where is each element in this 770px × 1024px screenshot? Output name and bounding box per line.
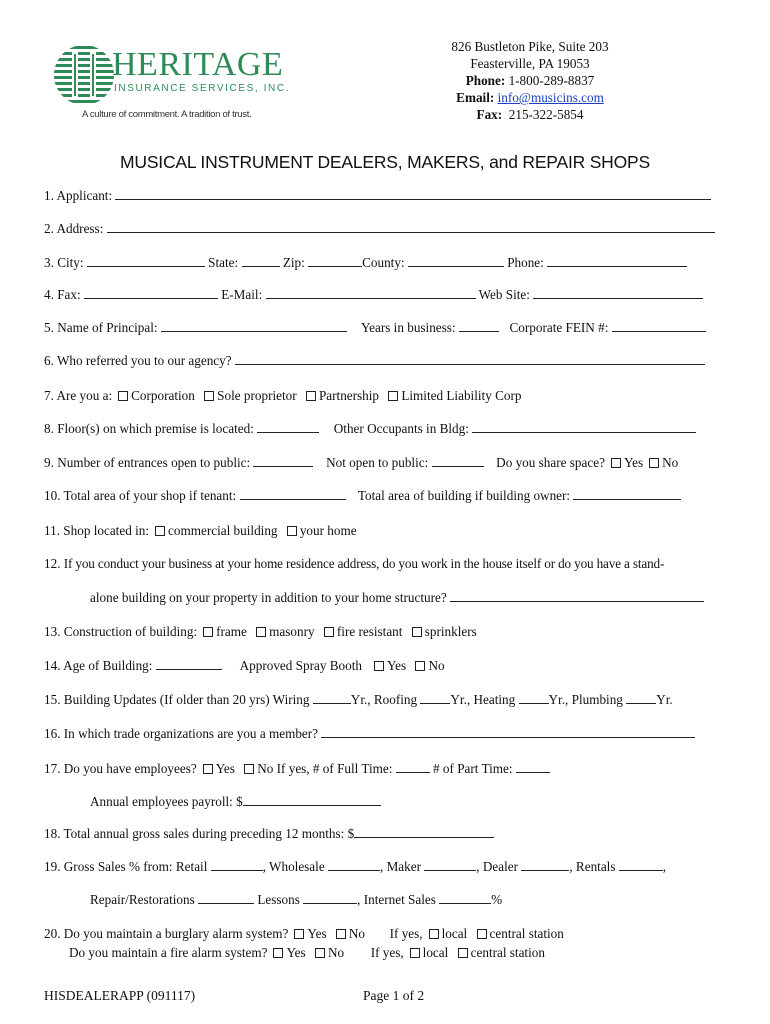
question-9 — [44, 455, 678, 471]
if-yes-label: If yes, — [389, 926, 423, 941]
address-field[interactable] — [107, 221, 715, 233]
question-14 — [44, 658, 445, 674]
dealer-label: , Dealer — [476, 859, 519, 874]
fax-label: Fax: — [476, 107, 503, 122]
checkbox-sprinklers[interactable] — [412, 627, 422, 637]
years-label: Years in business: — [360, 320, 456, 335]
fire-alarm-label: Do you maintain a fire alarm system? — [69, 945, 268, 960]
tenant-area-label: Total area of your shop if tenant: — [63, 488, 237, 503]
checkbox-spray-yes[interactable] — [374, 661, 384, 671]
state-field[interactable] — [242, 255, 280, 267]
question-12-cont — [90, 590, 704, 606]
no-label: No — [327, 945, 345, 960]
q-num: 4. — [44, 287, 54, 302]
home-business-question-cont: alone building on your property in addition to your home structure? — [90, 590, 447, 605]
question-11 — [44, 523, 357, 539]
question-3 — [44, 255, 687, 271]
years-field[interactable] — [459, 320, 499, 332]
page-title: MUSICAL INSTRUMENT DEALERS, MAKERS, and REPAIR SHOPS — [120, 152, 650, 172]
checkbox-share-no[interactable] — [649, 458, 659, 468]
sprinklers-label: sprinklers — [424, 624, 477, 639]
owner-area-label: Total area of building if building owner: — [357, 488, 571, 503]
applicant-label: Applicant: — [56, 188, 113, 203]
applicant-field[interactable] — [115, 188, 711, 200]
checkbox-masonry[interactable] — [256, 627, 266, 637]
repair-field[interactable] — [198, 892, 254, 904]
phone-field-label: Phone: — [507, 255, 544, 270]
entity-label: Are you a: — [56, 388, 113, 403]
heating-label: Yr., Heating — [450, 692, 516, 707]
question-2 — [44, 221, 715, 237]
brand-subtitle: INSURANCE SERVICES, INC. — [114, 83, 291, 94]
lessons-label: Lessons — [257, 892, 300, 907]
fein-label: Corporate FEIN #: — [509, 320, 609, 335]
yes-label: Yes — [386, 658, 407, 673]
q-num: 13. — [44, 624, 61, 639]
checkbox-corporation[interactable] — [118, 391, 128, 401]
local-label: local — [441, 926, 468, 941]
question-6 — [44, 353, 705, 369]
checkbox-commercial[interactable] — [155, 526, 165, 536]
question-19 — [44, 859, 666, 875]
fax-value: 215-322-5854 — [508, 107, 584, 122]
no-label: No — [348, 926, 366, 941]
question-20-fire — [69, 945, 545, 961]
q-num: 10. — [44, 488, 61, 503]
q-num: 20. — [44, 926, 61, 941]
phone-field[interactable] — [547, 255, 687, 267]
percent-sign: % — [491, 892, 503, 907]
part-time-label: # of Part Time: — [433, 761, 513, 776]
address-city: Feasterville, PA 19053 — [470, 56, 590, 71]
fax-field[interactable] — [84, 287, 218, 299]
repair-label: Repair/Restorations — [90, 892, 195, 907]
q-num: 3. — [44, 255, 54, 270]
home-business-field[interactable] — [450, 590, 704, 602]
question-8 — [44, 421, 696, 437]
corporation-label: Corporation — [131, 388, 195, 403]
fire-resistant-label: fire resistant — [336, 624, 403, 639]
maker-label: , Maker — [379, 859, 421, 874]
checkbox-share-yes[interactable] — [611, 458, 621, 468]
question-4 — [44, 287, 703, 303]
no-label: No — [428, 658, 445, 673]
no-label: No — [662, 455, 679, 470]
comma: , — [662, 859, 667, 874]
q-num: 1. — [44, 188, 54, 203]
commercial-label: commercial building — [168, 523, 278, 538]
central-station-label: central station — [489, 926, 564, 941]
q-num: 12. — [44, 556, 61, 571]
full-time-field[interactable] — [396, 761, 430, 773]
email-field[interactable] — [266, 287, 476, 299]
not-open-label: Not open to public: — [326, 455, 429, 470]
checkbox-fire-yes[interactable] — [273, 948, 283, 958]
if-yes-label: If yes, — [370, 945, 404, 960]
wholesale-field[interactable] — [328, 859, 380, 871]
zip-label: Zip: — [282, 255, 305, 270]
q-num: 6. — [44, 353, 54, 368]
yes-label: Yes — [215, 761, 235, 776]
spray-booth-label: Approved Spray Booth — [239, 658, 362, 673]
q-num: 18. — [44, 826, 61, 841]
question-15 — [44, 692, 673, 708]
website-label: Web Site: — [478, 287, 530, 302]
retail-label: Retail — [175, 859, 208, 874]
wiring-field[interactable] — [313, 692, 351, 704]
checkbox-partnership[interactable] — [306, 391, 316, 401]
occupants-field[interactable] — [472, 421, 696, 433]
floors-label: Floor(s) on which premise is located: — [57, 421, 254, 436]
fax-line — [390, 106, 670, 123]
question-7 — [44, 388, 521, 404]
share-space-label: Do you share space? — [496, 455, 605, 470]
question-19-cont — [90, 892, 502, 908]
partnership-label: Partnership — [318, 388, 380, 403]
yes-label: Yes — [623, 455, 644, 470]
q-num: 2. — [44, 221, 54, 236]
principal-label: Name of Principal: — [57, 320, 158, 335]
q-num: 11. — [44, 523, 60, 538]
sole-proprietor-label: Sole proprietor — [217, 388, 297, 403]
question-17-payroll — [90, 794, 381, 810]
referral-label: Who referred you to our agency? — [56, 353, 232, 368]
entrances-label: Number of entrances open to public: — [57, 455, 251, 470]
central-station-label: central station — [470, 945, 545, 960]
checkbox-spray-no[interactable] — [415, 661, 425, 671]
trade-org-field[interactable] — [321, 726, 695, 738]
roofing-label: Yr., Roofing — [350, 692, 418, 707]
question-12 — [44, 556, 664, 572]
address-block — [390, 38, 670, 123]
heating-field[interactable] — [519, 692, 549, 704]
full-time-label: If yes, # of Full Time: — [276, 761, 393, 776]
checkbox-fire-central[interactable] — [458, 948, 468, 958]
checkbox-llc[interactable] — [388, 391, 398, 401]
floors-field[interactable] — [257, 421, 319, 433]
employees-label: Do you have employees? — [63, 761, 197, 776]
q-num: 5. — [44, 320, 54, 335]
checkbox-sole-proprietor[interactable] — [204, 391, 214, 401]
payroll-field[interactable] — [243, 794, 381, 806]
sales-pct-label: Gross Sales % from: — [63, 859, 173, 874]
question-13 — [44, 624, 477, 640]
email-field-label: E-Mail: — [221, 287, 263, 302]
roofing-field[interactable] — [420, 692, 450, 704]
checkbox-fire-local[interactable] — [410, 948, 420, 958]
principal-field[interactable] — [161, 320, 347, 332]
maker-field[interactable] — [424, 859, 476, 871]
entrances-field[interactable] — [253, 455, 313, 467]
q-num: 14. — [44, 658, 61, 673]
city-field[interactable] — [87, 255, 205, 267]
phone-value: 1-800-289-8837 — [508, 73, 595, 88]
part-time-field[interactable] — [516, 761, 550, 773]
updates-label: Building Updates (If older than 20 yrs) Wiring — [63, 692, 310, 707]
email-link[interactable]: info@musicins.com — [497, 90, 604, 105]
email-line — [390, 89, 670, 106]
email-label: Email: — [456, 90, 495, 105]
no-label: No — [257, 761, 274, 776]
checkbox-burglar-local[interactable] — [429, 929, 439, 939]
brand-name: HERITAGE — [112, 46, 284, 83]
lessons-field[interactable] — [303, 892, 357, 904]
address-line: 826 Bustleton Pike, Suite 203 — [451, 39, 609, 54]
gross-sales-label: Total annual gross sales during preceding 12 months: $ — [63, 826, 355, 841]
frame-label: frame — [216, 624, 247, 639]
building-age-label: Age of Building: — [63, 658, 153, 673]
internet-label: , Internet Sales — [357, 892, 436, 907]
q-num: 15. — [44, 692, 61, 707]
county-field[interactable] — [408, 255, 504, 267]
phone-line — [390, 72, 670, 89]
form-code: HISDEALERAPP (091117) — [44, 988, 196, 1003]
rentals-field[interactable] — [619, 859, 663, 871]
question-17 — [44, 761, 550, 777]
yes-label: Yes — [307, 926, 327, 941]
checkbox-burglar-yes[interactable] — [294, 929, 304, 939]
location-label: Shop located in: — [63, 523, 150, 538]
question-16 — [44, 726, 695, 742]
city-label: City: — [57, 255, 84, 270]
yr-label: Yr. — [656, 692, 673, 707]
zip-field[interactable] — [308, 255, 362, 267]
q-num: 9. — [44, 455, 54, 470]
q-num: 8. — [44, 421, 54, 436]
masonry-label: masonry — [269, 624, 315, 639]
brand-tagline: A culture of commitment. A tradition of trust. — [82, 109, 252, 120]
question-18 — [44, 826, 494, 842]
building-age-field[interactable] — [156, 658, 222, 670]
fax-field-label: Fax: — [57, 287, 81, 302]
rentals-label: , Rentals — [569, 859, 616, 874]
owner-area-field[interactable] — [573, 488, 681, 500]
question-10 — [44, 488, 681, 504]
home-business-question: If you conduct your business at your home residence address, do you work in the house itself or do you have a stand- — [63, 556, 665, 571]
checkbox-employees-no[interactable] — [244, 764, 254, 774]
website-field[interactable] — [533, 287, 703, 299]
trade-org-label: In which trade organizations are you a member? — [63, 726, 319, 741]
plumbing-field[interactable] — [626, 692, 656, 704]
checkbox-frame[interactable] — [203, 627, 213, 637]
wholesale-label: , Wholesale — [262, 859, 325, 874]
checkbox-fire-resistant[interactable] — [324, 627, 334, 637]
llc-label: Limited Liability Corp — [401, 388, 522, 403]
burglar-alarm-label: Do you maintain a burglary alarm system? — [63, 926, 289, 941]
construction-label: Construction of building: — [63, 624, 198, 639]
gross-sales-field[interactable] — [354, 826, 494, 838]
checkbox-home[interactable] — [287, 526, 297, 536]
q-num: 16. — [44, 726, 61, 741]
internet-field[interactable] — [439, 892, 491, 904]
local-label: local — [422, 945, 449, 960]
checkbox-employees-yes[interactable] — [203, 764, 213, 774]
state-label: State: — [208, 255, 239, 270]
checkbox-fire-no[interactable] — [315, 948, 325, 958]
fein-field[interactable] — [612, 320, 706, 332]
q-num: 17. — [44, 761, 61, 776]
question-5 — [44, 320, 706, 336]
tenant-area-field[interactable] — [240, 488, 346, 500]
home-label: your home — [299, 523, 357, 538]
yes-label: Yes — [286, 945, 306, 960]
plumbing-label: Yr., Plumbing — [548, 692, 623, 707]
referral-field[interactable] — [235, 353, 705, 365]
q-num: 19. — [44, 859, 61, 874]
retail-field[interactable] — [211, 859, 263, 871]
checkbox-burglar-central[interactable] — [477, 929, 487, 939]
heritage-logo — [52, 42, 342, 132]
page-number: Page 1 of 2 — [363, 988, 425, 1003]
checkbox-burglar-no[interactable] — [336, 929, 346, 939]
q-num: 7. — [44, 388, 54, 403]
question-20-burglar — [44, 926, 564, 942]
question-1 — [44, 188, 711, 204]
payroll-label: Annual employees payroll: $ — [90, 794, 243, 809]
address-label: Address: — [56, 221, 104, 236]
phone-label: Phone: — [465, 73, 506, 88]
county-label: County: — [362, 255, 405, 270]
occupants-label: Other Occupants in Bldg: — [333, 421, 469, 436]
not-open-field[interactable] — [432, 455, 484, 467]
dealer-field[interactable] — [521, 859, 569, 871]
